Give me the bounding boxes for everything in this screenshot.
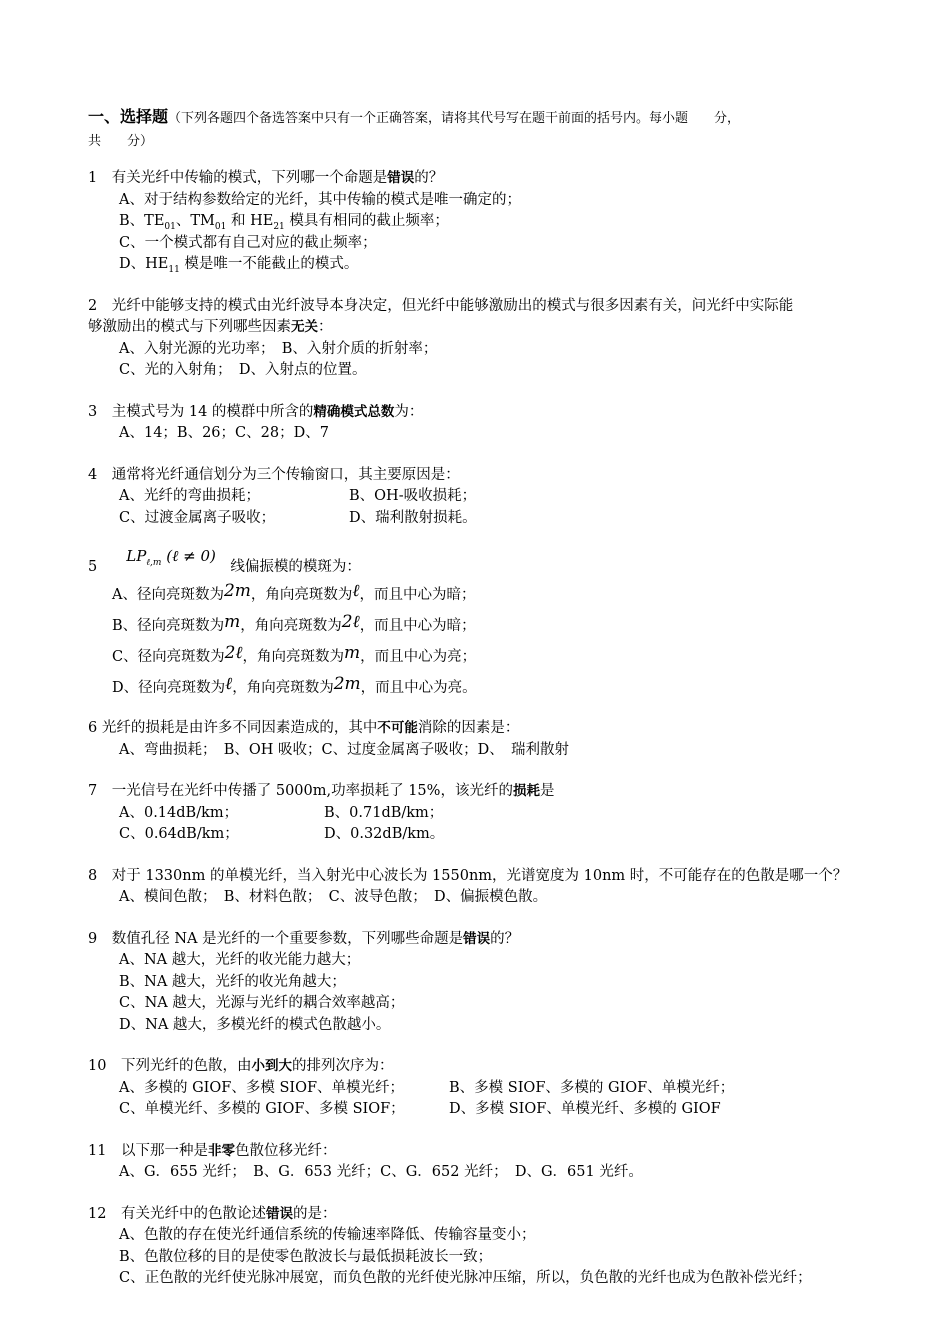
exam-page: [88, 104, 908, 1290]
option-c: C、单模光纤、多模的 GIOF、多模 SIOF；: [119, 1101, 405, 1117]
option-d: D、0.32dB/km。: [324, 826, 445, 842]
option-a: A、光纤的弯曲损耗；: [119, 488, 260, 504]
question-stem: 对于 1330nm 的单模光纤，当入射光中心波长为 1550nm，光谱宽度为 10nm 时，不可能存在的色散是哪一个？: [111, 867, 848, 884]
emphasis: 损耗: [512, 783, 540, 799]
option-b: B、NA 越大，光纤的收光角越大；: [119, 973, 346, 990]
option-c: C、正色散的光纤使光脉冲展宽，而负色散的光纤使光脉冲压缩，所以，负色散的光纤也成为色散补偿光纤；: [119, 1270, 812, 1286]
question-number: 6: [88, 720, 98, 736]
option-c: C、NA 越大，光源与光纤的耦合效率越高；: [119, 995, 405, 1011]
question-stem: 一光信号在光纤中传播了 5000m,功率损耗了 15%，该光纤的: [111, 783, 513, 799]
options-row-2: C、光的入射角； D、入射点的位置。: [119, 362, 367, 378]
option-c: C、径向亮斑数为2ℓ，角向亮斑数为m，而且中心为亮；: [112, 643, 477, 665]
question-3: 3 主模式号为 14 的模群中所含的精确模式总数为： A、14；B、26；C、28；D、7: [88, 402, 908, 445]
question-9: 9 数值孔径 NA 是光纤的一个重要参数，下列哪些命题是错误的？ A、NA 越大，光纤的收光能力越大； B、NA 越大，光纤的收光角越大； C、NA 越大，光源与光纤的耦合效率越高； D、NA 越大，多模光纤的模式色散越小。: [88, 929, 908, 1037]
question-stem-cont: 够激励出的模式与下列哪些因素: [88, 319, 291, 335]
question-number: 11: [88, 1142, 107, 1159]
question-stem: 有关光纤中传输的模式，下列哪一个命题是: [111, 170, 388, 186]
question-number: 12: [88, 1205, 107, 1222]
question-2: 2 光纤中能够支持的模式由光纤波导本身决定，但光纤中能够激励出的模式与很多因素有关，问光纤中实际能 够激励出的模式与下列哪些因素无关： A、入射光源的光功率； B、入射介质的折射率； C、光的入射角； D、入射点的位置。: [88, 296, 908, 382]
question-stem: 有关光纤中的色散论述: [120, 1205, 266, 1222]
options-row-1: A、入射光源的光功率； B、入射介质的折射率；: [119, 340, 438, 357]
options-row-1: A、模间色散； B、材料色散； C、波导色散； D、偏振模色散。: [119, 889, 548, 905]
question-stem: 通常将光纤通信划分为三个传输窗口，其主要原因是：: [111, 466, 460, 483]
option-b: B、多模 SIOF、多模的 GIOF、单模光纤；: [449, 1079, 735, 1096]
question-12: 12 有关光纤中的色散论述错误的是： A、色散的存在使光纤通信系统的传输速率降低、传输容量变小； B、色散位移的目的是使零色散波长与最低损耗波长一致； C、正色散的光纤使光脉冲展宽，而负色散的光纤使光脉冲压缩，所以，负色散的光纤也成为色散补偿光纤；: [88, 1204, 908, 1290]
lp-mode-formula: $LP_{\ell,m}$ (ℓ ≠ 0): [126, 547, 216, 568]
question-1: [88, 168, 908, 276]
emphasis: 精确模式总数: [313, 403, 395, 420]
option-a: A、对于结构参数给定的光纤，其中传输的模式是唯一确定的；: [119, 191, 521, 208]
question-7: 7 一光信号在光纤中传播了 5000m,功率损耗了 15%，该光纤的损耗是 A、0.14dB/km； B、0.71dB/km； C、0.64dB/km； D、0.32dB/km。: [88, 781, 908, 846]
option-d: D、瑞利散射损耗。: [349, 509, 477, 526]
options-row-1: A、G．655 光纤； B、G．653 光纤；C、G．652 光纤； D、G．651 光纤。: [119, 1164, 643, 1180]
question-number: 1: [88, 170, 98, 186]
question-5: [88, 547, 908, 702]
section-title: 一、选择题: [88, 107, 169, 126]
option-d: D、$HE_{11}$ 模是唯一不能截止的模式。: [119, 256, 359, 275]
question-number: 4: [88, 466, 98, 483]
question-stem: 线偏振模的模斑为：: [230, 559, 361, 575]
options-row-1: A、14；B、26；C、28；D、7: [119, 425, 329, 441]
option-b: B、0.71dB/km；: [324, 804, 444, 821]
question-number: 9: [88, 930, 98, 947]
question-stem: 光纤中能够支持的模式由光纤波导本身决定，但光纤中能够激励出的模式与很多因素有关，问光纤中实际能: [111, 297, 794, 314]
question-number: 3: [88, 403, 98, 420]
emphasis: 错误: [463, 930, 491, 947]
question-10: 10 下列光纤的色散，由小到大的排列次序为： A、多模的 GIOF、多模 SIOF、单模光纤； B、多模 SIOF、多模的 GIOF、单模光纤； C、单模光纤、多模的 GIOF、多模 SIOF； D、多模 SIOF、单模光纤、多模的 GIOF: [88, 1056, 908, 1121]
option-c: C、一个模式都有自己对应的截止频率；: [119, 234, 377, 251]
question-stem: 数值孔径 NA 是光纤的一个重要参数，下列哪些命题是: [111, 930, 464, 947]
question-6: 6 光纤的损耗是由许多不同因素造成的，其中不可能消除的因素是： A、弯曲损耗； B、OH 吸收；C、过度金属离子吸收；D、 瑞利散射: [88, 718, 908, 761]
question-number: 10: [88, 1058, 107, 1074]
section-instruction-cont: 共 分）: [88, 134, 154, 149]
option-b: B、$TE_{01}$、$TM_{01}$ 和 $HE_{21}$ 模具有相同的截止频率；: [119, 213, 449, 232]
option-b: B、径向亮斑数为m，角向亮斑数为2ℓ，而且中心为暗；: [112, 612, 476, 634]
emphasis: 错误: [387, 170, 415, 186]
option-a: A、色散的存在使光纤通信系统的传输速率降低、传输容量变小；: [119, 1227, 536, 1243]
option-c: C、过渡金属离子吸收；: [119, 509, 276, 526]
option-b: B、OH-吸收损耗；: [349, 488, 477, 504]
question-stem: 主模式号为 14 的模群中所含的: [111, 403, 314, 420]
emphasis: 非零: [207, 1142, 235, 1159]
question-4: [88, 465, 908, 530]
option-a: A、多模的 GIOF、多模 SIOF、单模光纤；: [119, 1079, 405, 1096]
option-d: D、多模 SIOF、单模光纤、多模的 GIOF: [449, 1101, 721, 1117]
question-stem-end: 的？: [414, 170, 444, 186]
emphasis: 无关: [291, 319, 318, 335]
option-a: A、径向亮斑数为2m，角向亮斑数为ℓ，而且中心为暗；: [112, 581, 476, 603]
option-a: A、0.14dB/km；: [119, 804, 239, 821]
section-instruction: （下列各题四个备选答案中只有一个正确答案，请将其代号写在题干前面的括号内。每小题 分，: [168, 111, 741, 126]
question-number: 5: [88, 559, 98, 575]
question-stem: 以下那一种是: [120, 1142, 208, 1159]
question-stem: 下列光纤的色散，由: [120, 1058, 252, 1074]
question-number: 7: [88, 783, 98, 799]
option-a: A、NA 越大，光纤的收光能力越大；: [119, 952, 361, 968]
option-c: C、0.64dB/km；: [119, 826, 239, 842]
option-d: D、径向亮斑数为ℓ，角向亮斑数为2m，而且中心为亮。: [112, 674, 477, 696]
question-number: 2: [88, 297, 98, 314]
option-d: D、NA 越大，多模光纤的模式色散越小。: [119, 1016, 391, 1033]
section-heading: [88, 104, 908, 132]
question-11: 11 以下那一种是非零色散位移光纤： A、G．655 光纤； B、G．653 光纤；C、G．652 光纤； D、G．651 光纤。: [88, 1141, 908, 1184]
emphasis: 小到大: [251, 1058, 292, 1074]
question-number: 8: [88, 867, 98, 884]
option-b: B、色散位移的目的是使零色散波长与最低损耗波长一致；: [119, 1248, 493, 1265]
emphasis: 错误: [265, 1205, 293, 1222]
options-row-1: A、弯曲损耗； B、OH 吸收；C、过度金属离子吸收；D、 瑞利散射: [119, 741, 569, 758]
emphasis: 不可能: [377, 720, 418, 736]
question-stem: 光纤的损耗是由许多不同因素造成的，其中: [101, 720, 378, 736]
question-8: [88, 866, 908, 909]
